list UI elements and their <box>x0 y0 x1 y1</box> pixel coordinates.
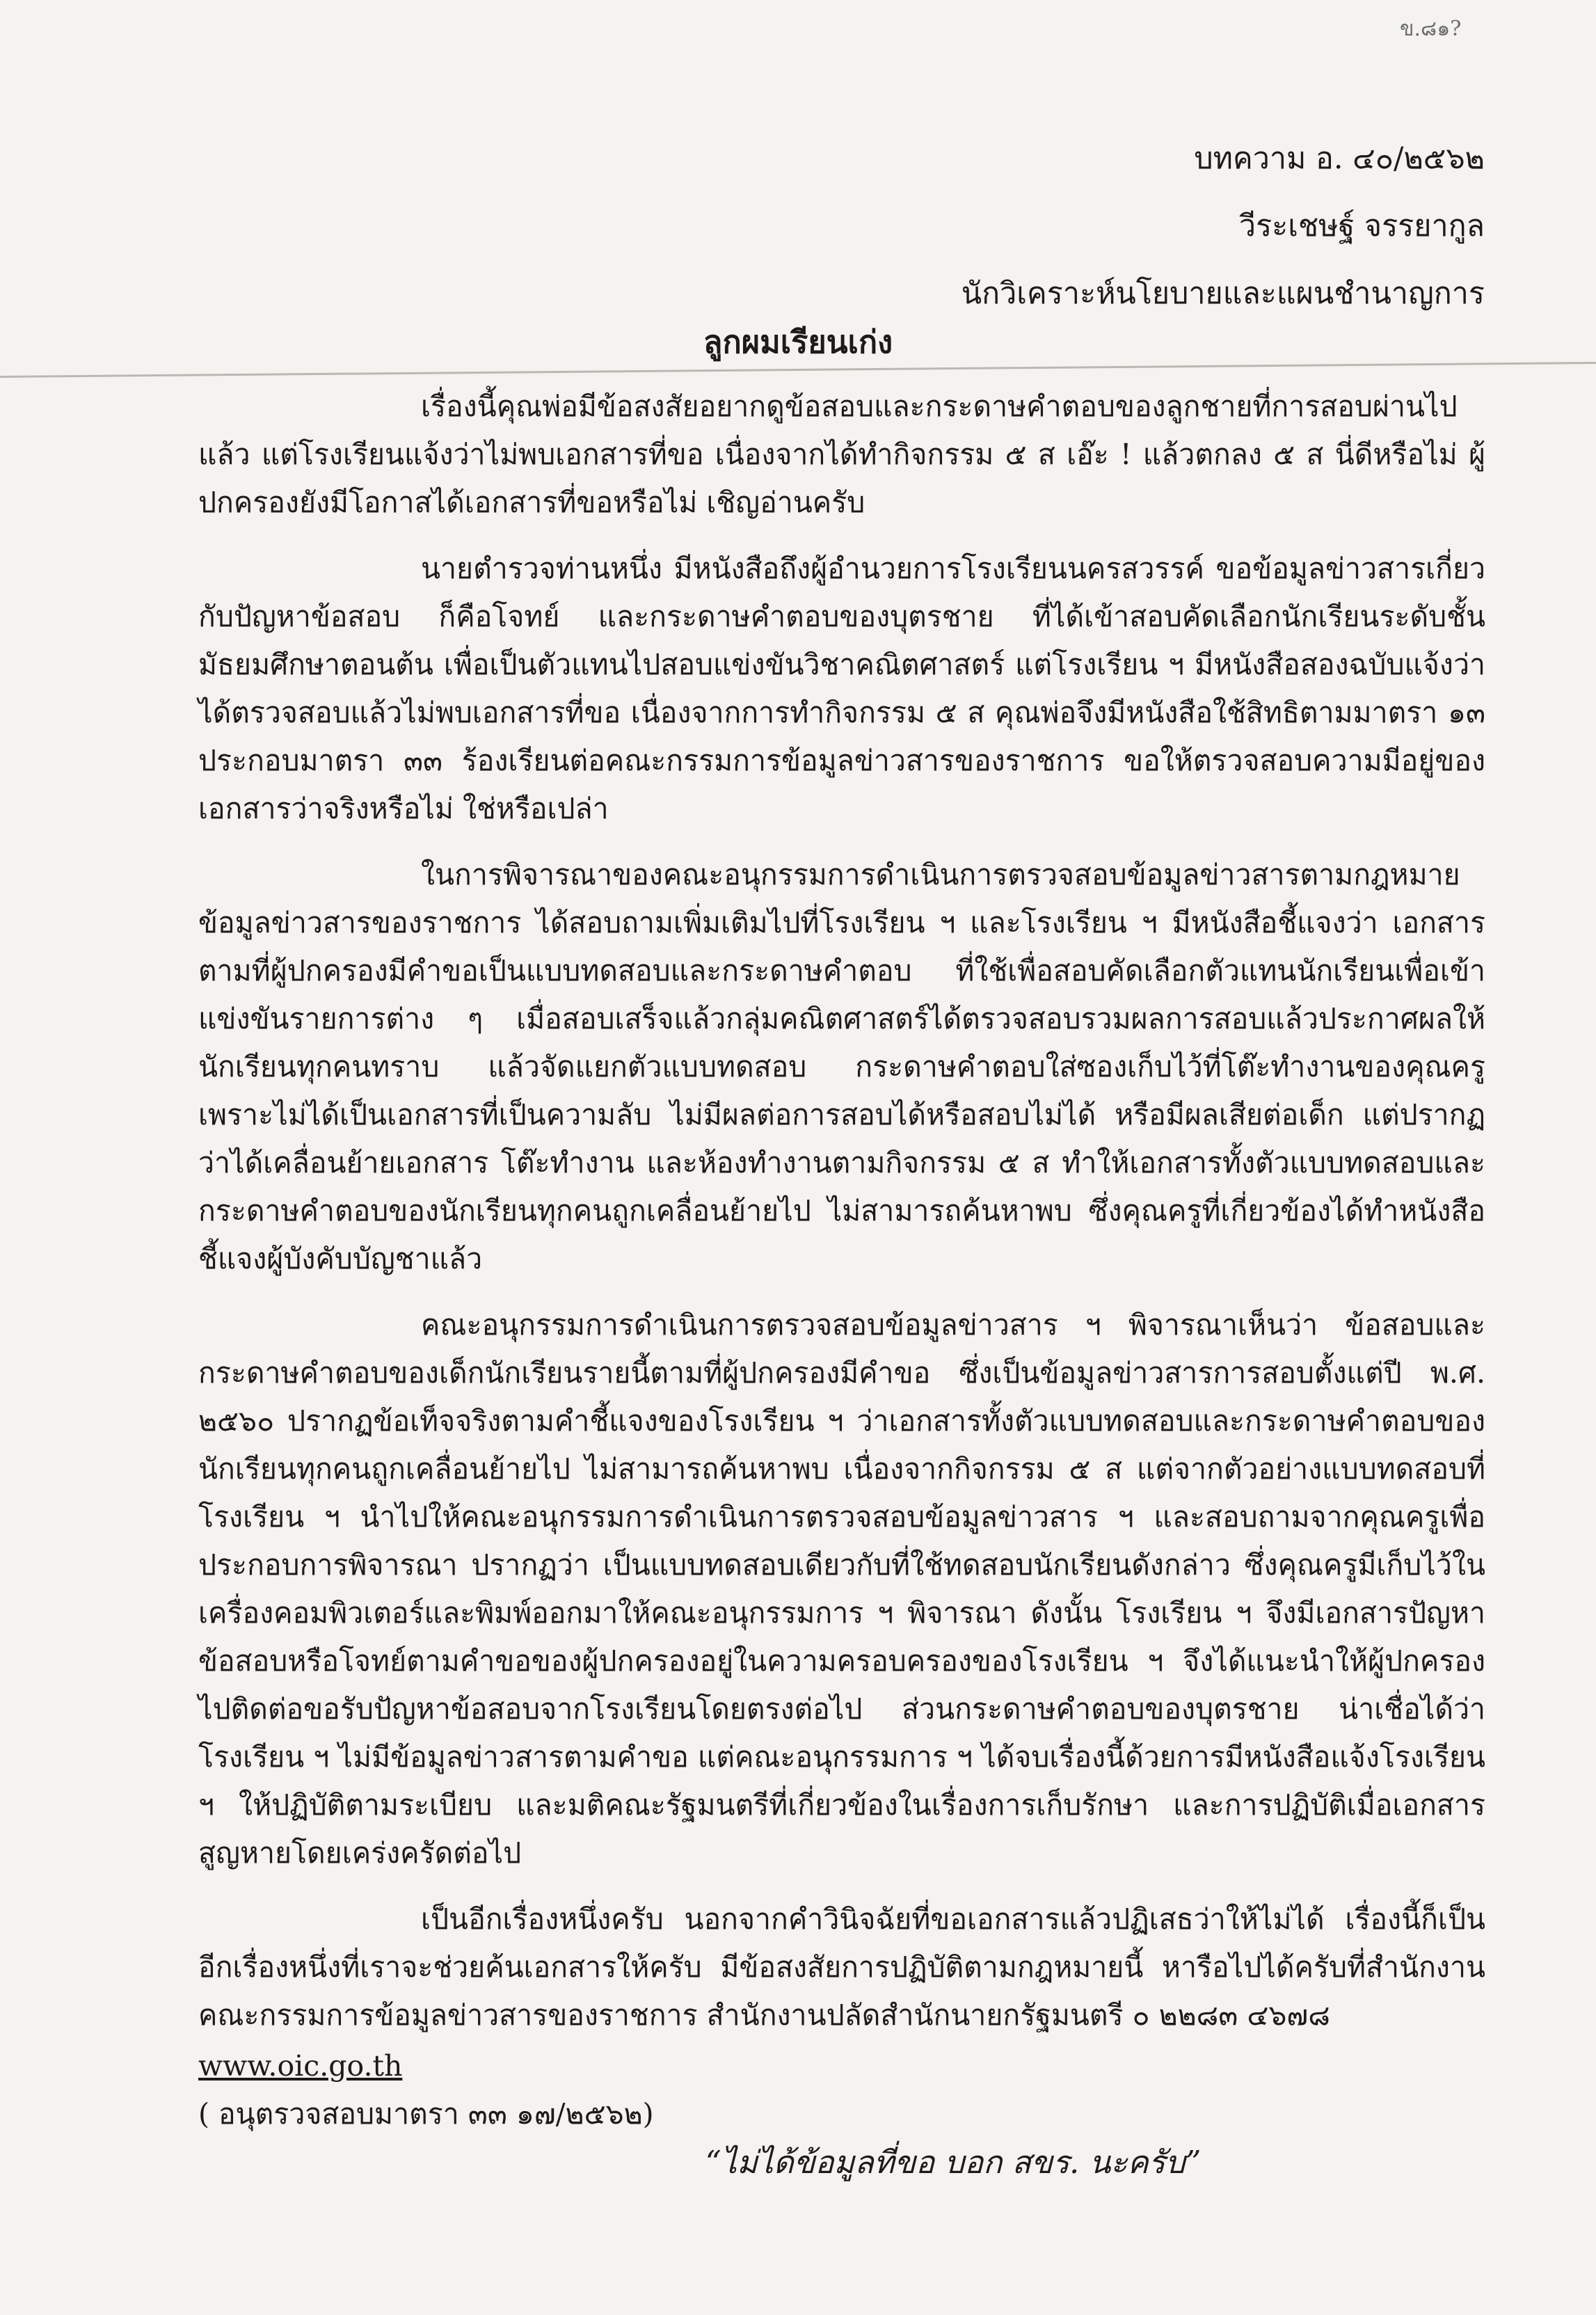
paragraph-4: คณะอนุกรรมการดำเนินการตรวจสอบข้อมูลข่าวสาร ฯ พิจารณาเห็นว่า ข้อสอบและกระดาษคำตอบของเด็กนักเรียนรายนี้ตามที่ผู้ปกครองมีคำขอ ซึ่งเป็นข้อมูลข่าวสารการสอบตั้งแต่ปี พ.ศ. ๒๕๖๐ ปรากฏข้อเท็จจริงตามคำชี้แจงของโรงเรียน ฯ ว่าเอกสารทั้งตัวแบบทดสอบและกระดาษคำตอบของนักเรียนทุกคนถูกเคลื่อนย้ายไป ไม่สามารถค้นหาพบ เนื่องจากกิจกรรม ๕ ส แต่จากตัวอย่างแบบทดสอบที่โรงเรียน ฯ นำไปให้คณะอนุกรรมการดำเนินการตรวจสอบข้อมูลข่าวสาร ฯ และสอบถามจากคุณครูเพื่อประกอบการพิจารณา ปรากฏว่า เป็นแบบทดสอบเดียวกับที่ใช้ทดสอบนักเรียนดังกล่าว ซึ่งคุณครูมีเก็บไว้ในเครื่องคอมพิวเตอร์และพิมพ์ออกมาให้คณะอนุกรรมการ ฯ พิจารณา ดังนั้น โรงเรียน ฯ จึงมีเอกสารปัญหาข้อสอบหรือโจทย์ตามคำขอของผู้ปกครองอยู่ในความครอบครองของโรงเรียน ฯ จึงได้แนะนำให้ผู้ปกครองไปติดต่อขอรับปัญหาข้อสอบจากโรงเรียนโดยตรงต่อไป ส่วนกระดาษคำตอบของบุตรชาย น่าเชื่อได้ว่าโรงเรียน ฯ ไม่มีข้อมูลข่าวสารตามคำขอ แต่คณะอนุกรรมการ ฯ ได้จบเรื่องนี้ด้วยการมีหนังสือแจ้งโรงเรียน ฯ ให้ปฏิบัติตามระเบียบ และมติคณะรัฐมนตรีที่เกี่ยวข้องในเรื่องการเก็บรักษา และการปฏิบัติเมื่อเอกสารสูญหายโดยเคร่งครัดต่อไป <box>198 1308 1485 1870</box>
case-reference: ( อนุตรวจสอบมาตรา ๓๓ ๑๗/๒๕๖๒) <box>198 2097 654 2131</box>
article-title: ลูกผมเรียนเก่ง <box>703 324 893 360</box>
paragraph-3: ในการพิจารณาของคณะอนุกรรมการดำเนินการตรวจสอบข้อมูลข่าวสารตามกฎหมายข้อมูลข่าวสารของราชการ ได้สอบถามเพิ่มเติมไปที่โรงเรียน ฯ และโรงเรียน ฯ มีหนังสือชี้แจงว่า เอกสารตามที่ผู้ปกครองมีคำขอเป็นแบบทดสอบและกระดาษคำตอบ ที่ใช้เพื่อสอบคัดเลือกตัวแทนนักเรียนเพื่อเข้าแข่งขันรายการต่าง ๆ เมื่อสอบเสร็จแล้วกลุ่มคณิตศาสตร์ได้ตรวจสอบรวมผลการสอบแล้วประกาศผลให้นักเรียนทุกคนทราบ แล้วจัดแยกตัวแบบทดสอบ กระดาษคำตอบใส่ซองเก็บไว้ที่โต๊ะทำงานของคุณครู เพราะไม่ได้เป็นเอกสารที่เป็นความลับ ไม่มีผลต่อการสอบได้หรือสอบไม่ได้ หรือมีผลเสียต่อเด็ก แต่ปรากฏว่าได้เคลื่อนย้ายเอกสาร โต๊ะทำงาน และห้องทำงานตามกิจกรรม ๕ ส ทำให้เอกสารทั้งตัวแบบทดสอบและกระดาษคำตอบของนักเรียนทุกคนถูกเคลื่อนย้ายไป ไม่สามารถค้นหาพบ ซึ่งคุณครูที่เกี่ยวข้องได้ทำหนังสือชี้แจงผู้บังคับบัญชาแล้ว <box>198 858 1485 1275</box>
article-reference: บทความ อ. ๔๐/๒๕๖๒ <box>1194 141 1485 176</box>
closing-quote: “ไม่ได้ข้อมูลที่ขอ บอก สขร. นะครับ” <box>705 2144 1202 2181</box>
author-position: นักวิเคราะห์นโยบายและแผนชำนาญการ <box>961 276 1485 311</box>
show-through-text: ⠀ <box>104 94 122 122</box>
corner-handwritten-note: ข.๘๑? <box>1400 17 1462 41</box>
article-header <box>961 125 1485 328</box>
article-body <box>198 383 1485 2204</box>
paragraph-1: เรื่องนี้คุณพ่อมีข้อสงสัยอยากดูข้อสอบและกระดาษคำตอบของลูกชายที่การสอบผ่านไปแล้ว แต่โรงเรียนแจ้งว่าไม่พบเอกสารที่ขอ เนื่องจากได้ทำกิจกรรม ๕ ส เอ๊ะ ! แล้วตกลง ๕ ส นี่ดีหรือไม่ ผู้ปกครองยังมีโอกาสได้เอกสารที่ขอหรือไม่ เชิญอ่านครับ <box>198 390 1485 519</box>
paragraph-2: นายตำรวจท่านหนึ่ง มีหนังสือถึงผู้อำนวยการโรงเรียนนครสวรรค์ ขอข้อมูลข่าวสารเกี่ยวกับปัญหาข้อสอบ ก็คือโจทย์ และกระดาษคำตอบของบุตรชาย ที่ได้เข้าสอบคัดเลือกนักเรียนระดับชั้นมัธยมศึกษาตอนต้น เพื่อเป็นตัวแทนไปสอบแข่งขันวิชาคณิตศาสตร์ แต่โรงเรียน ฯ มีหนังสือสองฉบับแจ้งว่าได้ตรวจสอบแล้วไม่พบเอกสารที่ขอ เนื่องจากการทำกิจกรรม ๕ ส คุณพ่อจึงมีหนังสือใช้สิทธิตามมาตรา ๑๓ ประกอบมาตรา ๓๓ ร้องเรียนต่อคณะกรรมการข้อมูลข่าวสารของราชการ ขอให้ตรวจสอบความมีอยู่ของเอกสารว่าจริงหรือไม่ ใช่หรือเปล่า <box>198 552 1485 825</box>
paragraph-5: เป็นอีกเรื่องหนึ่งครับ นอกจากคำวินิจฉัยที่ขอเอกสารแล้วปฏิเสธว่าให้ไม่ได้ เรื่องนี้ก็เป็นอีกเรื่องหนึ่งที่เราจะช่วยค้นเอกสารให้ครับ มีข้อสงสัยการปฏิบัติตามกฎหมายนี้ หารือไปได้ครับที่สำนักงานคณะกรรมการข้อมูลข่าวสารของราชการ สำนักงานปลัดสำนักนายกรัฐมนตรี ๐ ๒๒๘๓ ๔๖๗๘ <box>198 1902 1485 2032</box>
oic-website-link[interactable]: www.oic.go.th <box>198 2049 403 2083</box>
author-name: วีระเชษฐ์ จรรยากูล <box>1238 209 1485 244</box>
website-line <box>198 2042 1485 2090</box>
